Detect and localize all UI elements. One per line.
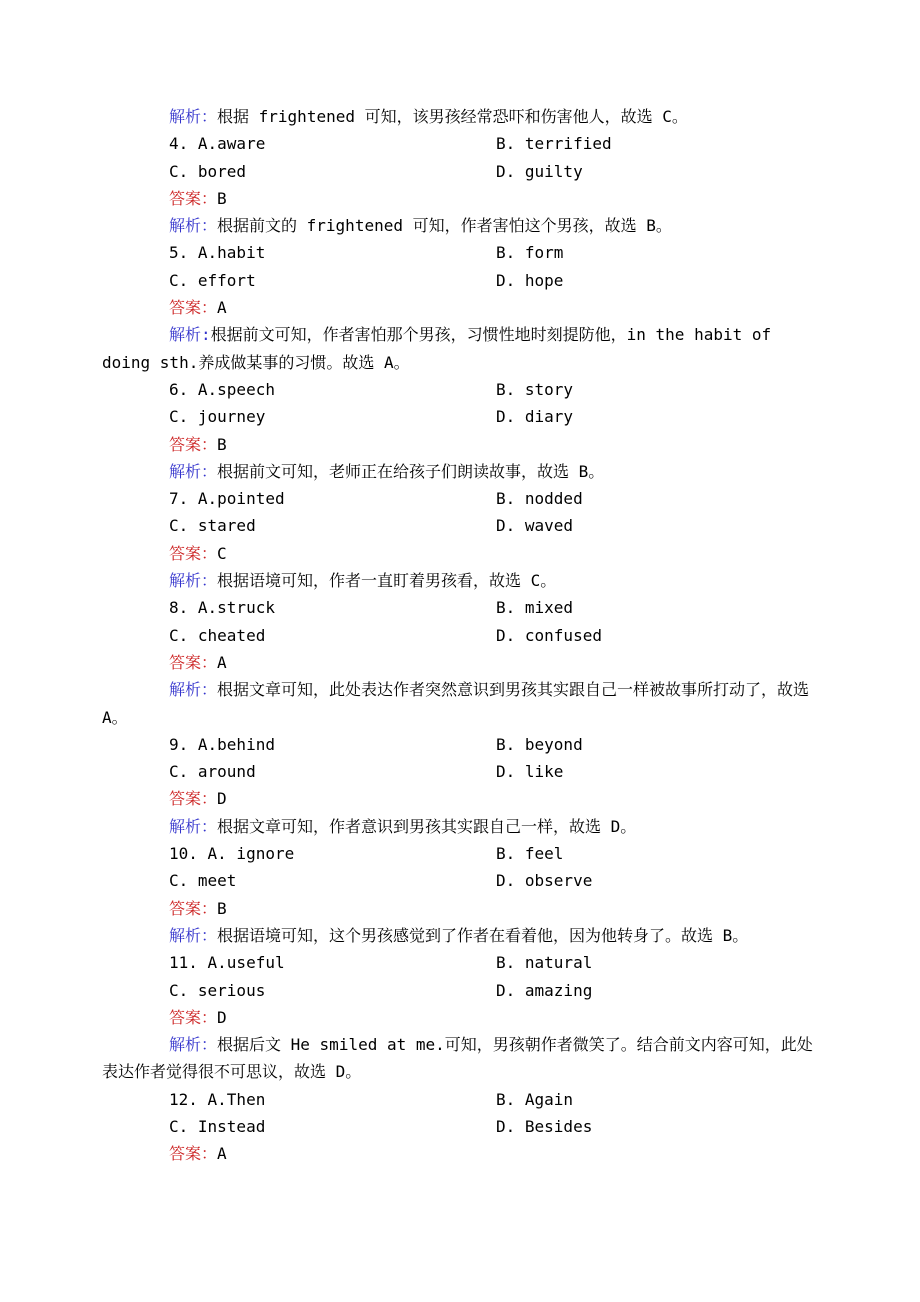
answer-value: C — [217, 543, 227, 563]
explanation-label: 解析： — [169, 925, 218, 945]
answer-line — [102, 785, 818, 812]
answer-label: 答案： — [169, 298, 218, 318]
explanation-text: 根据前文的 frightened 可知，作者害怕这个男孩，故选 B。 — [217, 216, 672, 236]
explanation-text: 根据后文 He smiled at me.可知，男孩朝作者微笑了。结合前文内容可知，此处表达作者觉得很不可思议，故选 D。 — [102, 1035, 813, 1082]
explanation-text: 根据文章可知，此处表达作者突然意识到男孩其实跟自己一样被故事所打动了，故选 A。 — [102, 680, 810, 727]
option-d: D. guilty — [496, 161, 583, 181]
explanation-text: 根据语境可知，这个男孩感觉到了作者在看着他，因为他转身了。故选 B。 — [217, 925, 749, 945]
question-block — [102, 949, 818, 1085]
explanation-line — [102, 813, 818, 840]
explanation-label: 解析： — [169, 816, 218, 836]
explanation-line — [102, 458, 818, 485]
options-row — [102, 158, 818, 185]
option-d: D. observe — [496, 871, 593, 891]
answer-label: 答案： — [169, 543, 218, 563]
option-c: C. serious — [169, 980, 266, 1000]
answer-label: 答案： — [169, 652, 218, 672]
explanation-label: 解析： — [169, 461, 218, 481]
answer-value: A — [217, 652, 227, 672]
options-row — [102, 403, 818, 430]
answer-value: B — [217, 188, 227, 208]
explanation-label: 解析: — [169, 325, 211, 345]
option-b: B. nodded — [496, 489, 583, 509]
options-row — [102, 594, 818, 621]
explanation-text: 根据 frightened 可知，该男孩经常恐吓和伤害他人，故选 C。 — [217, 107, 688, 126]
option-d: D. confused — [496, 625, 602, 645]
answer-value: D — [217, 789, 227, 809]
explanation-label: 解析： — [169, 680, 218, 700]
option-b: B. story — [496, 379, 574, 399]
question-block — [102, 1086, 818, 1168]
options-row — [102, 485, 818, 512]
explanation-line — [102, 922, 818, 949]
option-c: C. Instead — [169, 1116, 266, 1136]
option-a: 5. A.habit — [169, 243, 266, 263]
option-d: D. waved — [496, 516, 574, 536]
option-a: 11. A.useful — [169, 953, 285, 973]
answer-line — [102, 1140, 818, 1167]
option-b: B. Again — [496, 1089, 574, 1109]
answer-line — [102, 1004, 818, 1031]
answer-value: A — [217, 1144, 227, 1164]
option-c: C. stared — [169, 516, 256, 536]
option-a: 12. A.Then — [169, 1089, 266, 1109]
explanation-label: 解析： — [169, 216, 218, 236]
explanation-line — [102, 103, 818, 130]
answer-line — [102, 895, 818, 922]
option-b: B. terrified — [496, 134, 612, 154]
document-content — [102, 103, 818, 1168]
answer-label: 答案： — [169, 898, 218, 918]
option-a: 6. A.speech — [169, 379, 275, 399]
question-block — [102, 594, 818, 730]
option-b: B. feel — [496, 844, 564, 864]
option-b: B. natural — [496, 953, 593, 973]
explanation-text: 根据语境可知，作者一直盯着男孩看，故选 C。 — [217, 571, 557, 591]
question-block — [102, 485, 818, 594]
option-a: 9. A.behind — [169, 734, 275, 754]
option-a: 7. A.pointed — [169, 489, 285, 509]
answer-value: B — [217, 898, 227, 918]
answer-value: D — [217, 1007, 227, 1027]
answer-line — [102, 649, 818, 676]
option-d: D. diary — [496, 407, 574, 427]
options-row — [102, 622, 818, 649]
answer-label: 答案： — [169, 188, 218, 208]
option-b: B. form — [496, 243, 564, 263]
answer-label: 答案： — [169, 1007, 218, 1027]
option-c: C. effort — [169, 270, 256, 290]
option-a: 10. A. ignore — [169, 844, 295, 864]
answer-label: 答案： — [169, 434, 218, 454]
options-row — [102, 949, 818, 976]
question-block — [102, 130, 818, 239]
option-d: D. Besides — [496, 1116, 593, 1136]
option-b: B. mixed — [496, 598, 574, 618]
option-c: C. cheated — [169, 625, 266, 645]
answer-line — [102, 431, 818, 458]
options-row — [102, 840, 818, 867]
options-row — [102, 376, 818, 403]
answer-label: 答案： — [169, 1144, 218, 1164]
question-block — [102, 731, 818, 840]
options-row — [102, 239, 818, 266]
answer-line — [102, 294, 818, 321]
explanation-line — [102, 321, 818, 376]
option-d: D. like — [496, 762, 564, 782]
option-c: C. meet — [169, 871, 237, 891]
explanation-label: 解析： — [169, 571, 218, 591]
explanation-line — [102, 676, 818, 731]
explanation-line — [102, 567, 818, 594]
answer-label: 答案： — [169, 789, 218, 809]
explanation-line — [102, 1031, 818, 1086]
option-d: D. hope — [496, 270, 564, 290]
options-row — [102, 758, 818, 785]
option-c: C. around — [169, 762, 256, 782]
answer-value: B — [217, 434, 227, 454]
answer-line — [102, 540, 818, 567]
explanation-label: 解析： — [169, 107, 218, 126]
option-a: 8. A.struck — [169, 598, 275, 618]
options-row — [102, 130, 818, 157]
answer-line — [102, 185, 818, 212]
option-b: B. beyond — [496, 734, 583, 754]
question-block — [102, 376, 818, 485]
option-d: D. amazing — [496, 980, 593, 1000]
explanation-line — [102, 212, 818, 239]
options-row — [102, 1113, 818, 1140]
answer-value: A — [217, 298, 227, 318]
question-block — [102, 239, 818, 375]
options-row — [102, 731, 818, 758]
options-row — [102, 512, 818, 539]
options-row — [102, 977, 818, 1004]
option-c: C. journey — [169, 407, 266, 427]
explanation-label: 解析： — [169, 1035, 218, 1055]
option-a: 4. A.aware — [169, 134, 266, 154]
explanation-text: 根据前文可知，老师正在给孩子们朗读故事，故选 B。 — [217, 461, 605, 481]
explanation-text: 根据文章可知，作者意识到男孩其实跟自己一样，故选 D。 — [217, 816, 637, 836]
options-row — [102, 867, 818, 894]
option-c: C. bored — [169, 161, 247, 181]
explanation-text: 根据前文可知，作者害怕那个男孩，习惯性地时刻提防他，in the habit of doing sth.养成做某事的习惯。故选 A。 — [102, 325, 772, 372]
options-row — [102, 1086, 818, 1113]
question-block — [102, 840, 818, 949]
options-row — [102, 267, 818, 294]
